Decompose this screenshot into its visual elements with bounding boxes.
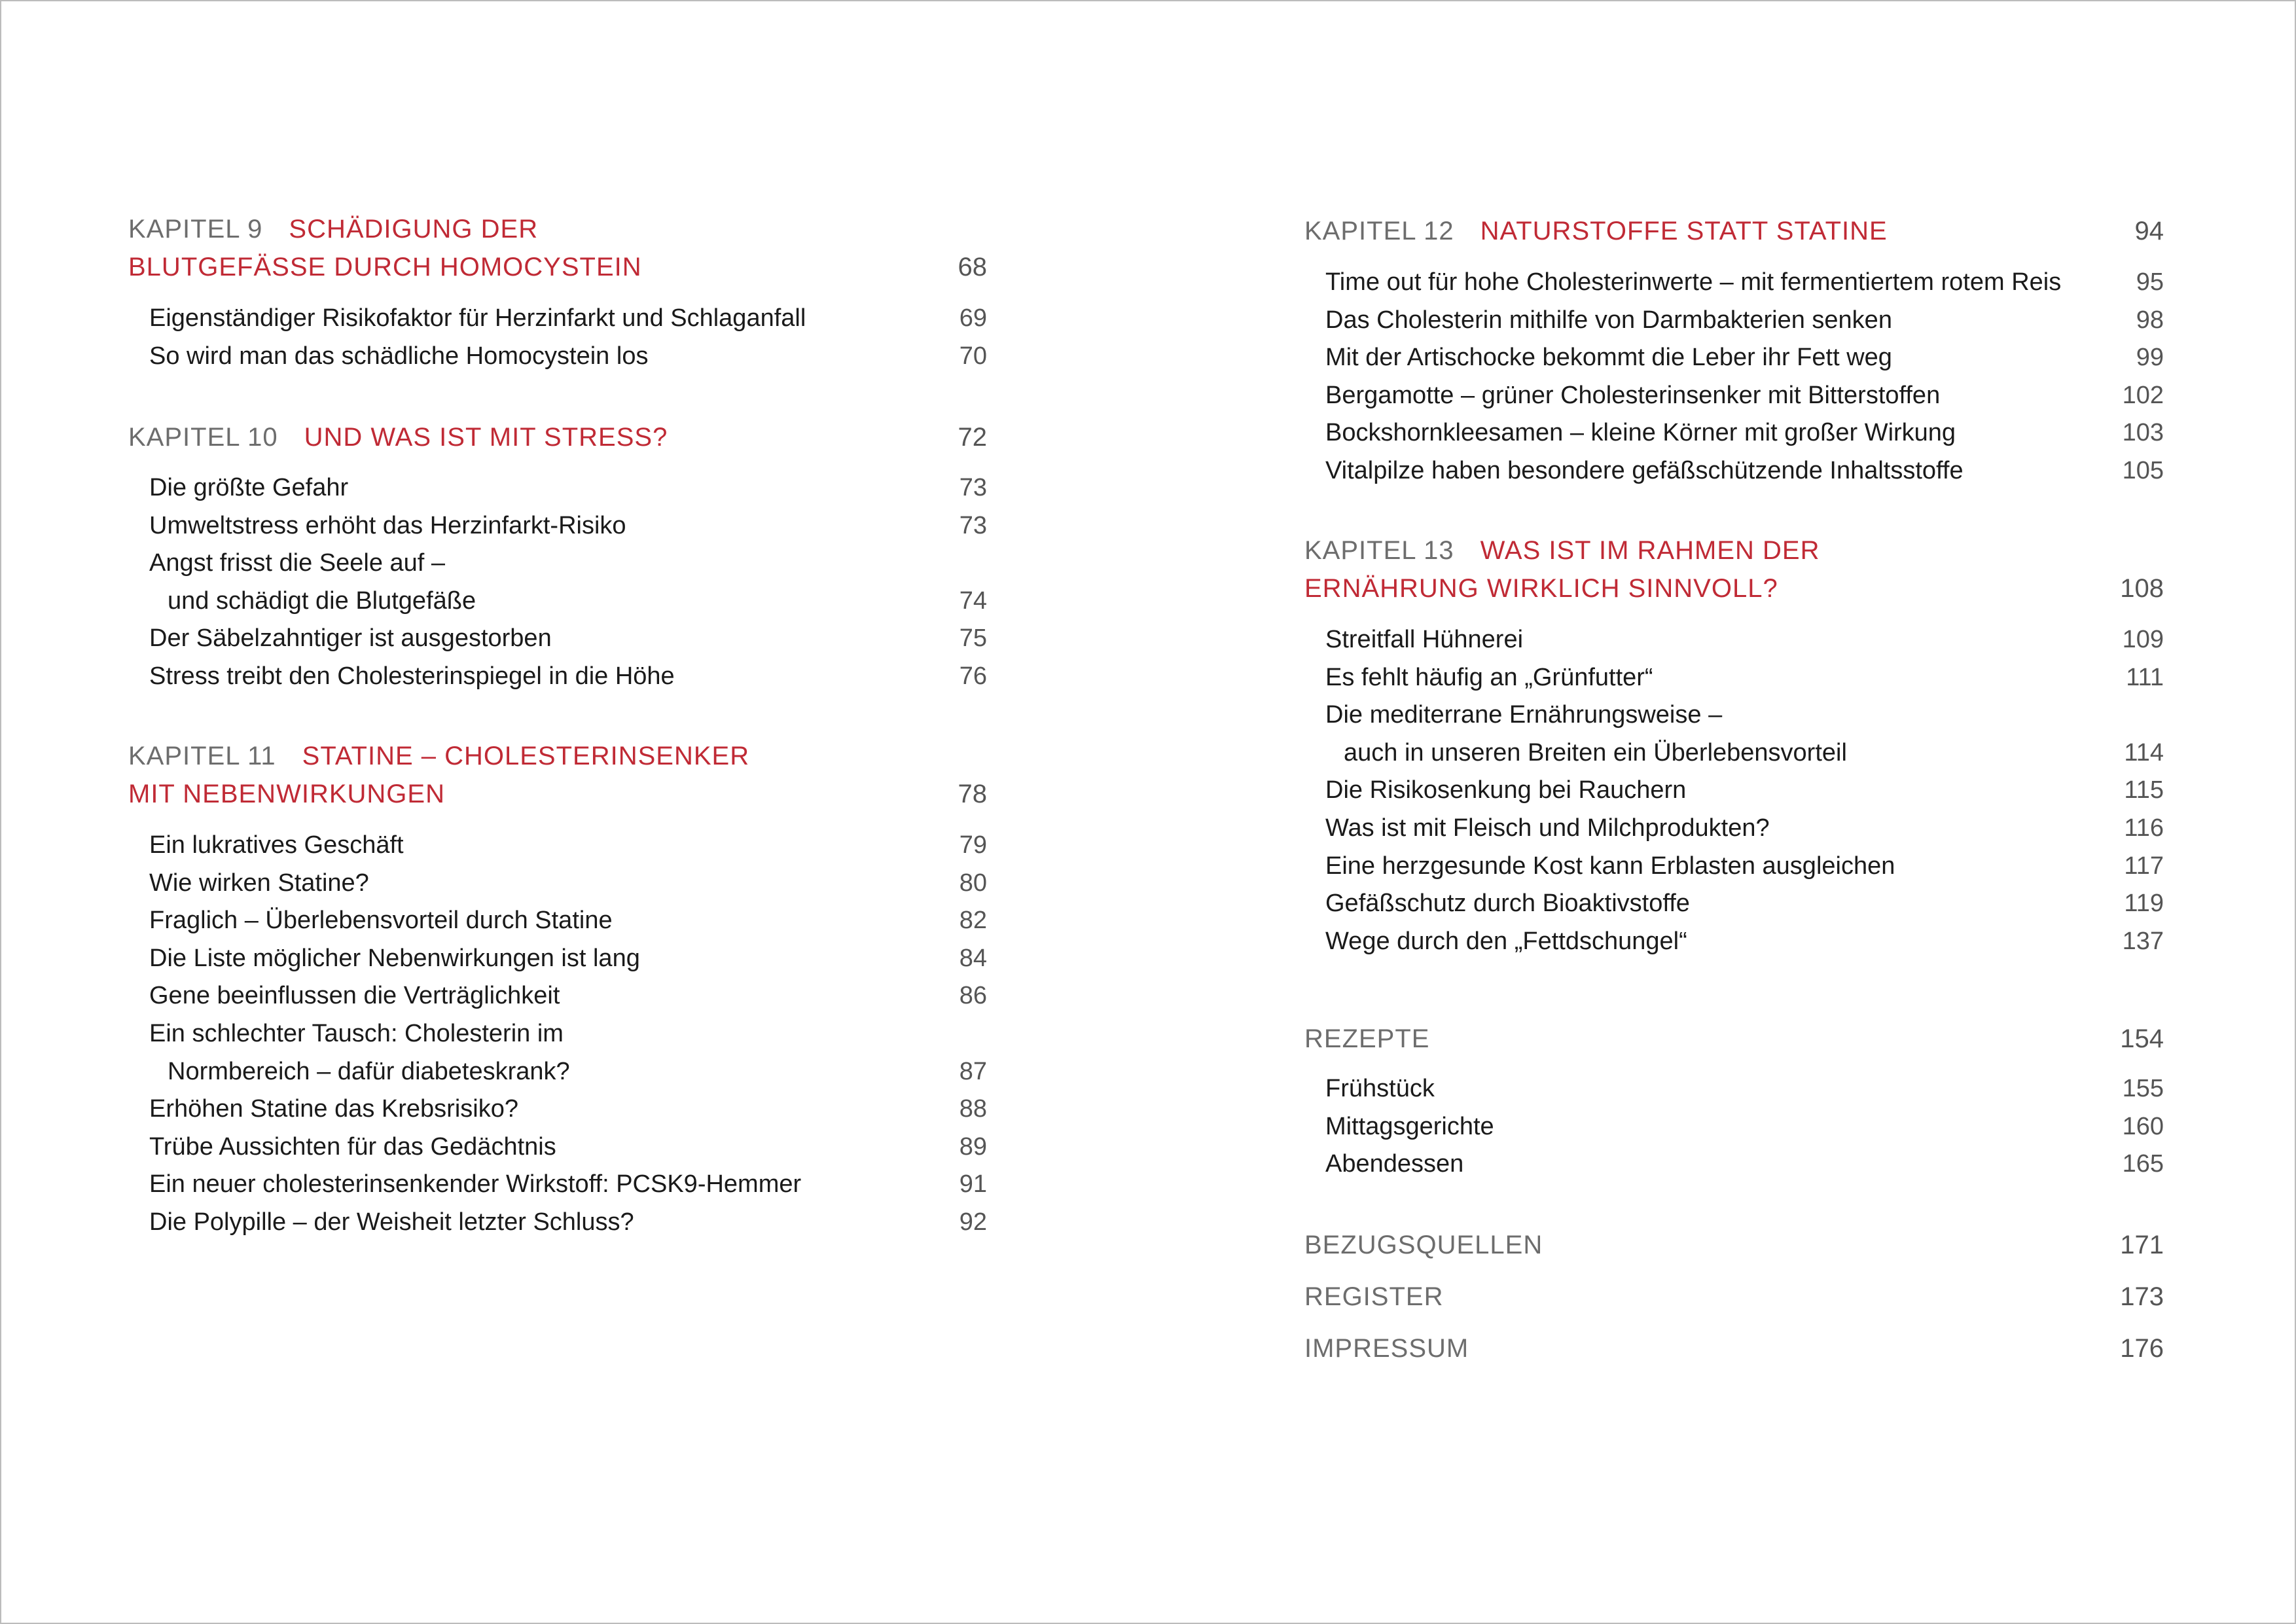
entry-title: Die Liste möglicher Nebenwirkungen ist lang xyxy=(149,944,640,972)
page-number: 74 xyxy=(959,586,987,615)
entry-title: Vitalpilze haben besondere gefäßschützende Inhaltsstoffe xyxy=(1325,456,1964,484)
toc-entry[interactable] xyxy=(1325,810,2164,848)
toc-entry[interactable] xyxy=(149,507,987,545)
toc-entry[interactable] xyxy=(149,865,987,903)
page-number: 82 xyxy=(959,907,987,935)
toc-entry[interactable] xyxy=(149,300,987,338)
chapter-title: UND WAS IST MIT STRESS? xyxy=(304,423,668,452)
page-number: 102 xyxy=(2122,381,2164,409)
page-number: 111 xyxy=(2126,663,2164,691)
toc-entry[interactable] xyxy=(1325,848,2164,886)
toc-entry[interactable] xyxy=(1325,302,2164,340)
page-number: 84 xyxy=(959,944,987,972)
page-number: 94 xyxy=(2134,217,2164,245)
chapter-label: KAPITEL 11 xyxy=(128,742,276,770)
toc-entry[interactable] xyxy=(149,469,987,507)
entry-title: Angst frisst die Seele auf – xyxy=(149,549,446,577)
page-number: 108 xyxy=(2120,574,2164,603)
page-number: 114 xyxy=(2124,738,2164,767)
chapter-title: SCHÄDIGUNG DER xyxy=(289,215,539,244)
toc-entry[interactable] xyxy=(149,338,987,376)
page-number: 76 xyxy=(959,662,987,690)
entry-title: Die mediterrane Ernährungsweise – xyxy=(1325,701,1723,729)
page-number: 160 xyxy=(2122,1112,2164,1140)
entry-title: Wege durch den „Fettdschungel“ xyxy=(1325,927,1687,955)
toc-entry[interactable] xyxy=(1325,923,2164,961)
toc-entry[interactable] xyxy=(149,1204,987,1242)
chapter-12-entries xyxy=(1325,264,2164,490)
page-number: 79 xyxy=(959,831,987,859)
toc-entry[interactable] xyxy=(1325,377,2164,415)
page-number: 171 xyxy=(2120,1231,2164,1259)
page-number: 69 xyxy=(959,304,987,332)
entry-title: Eigenständiger Risikofaktor für Herzinfarkt und Schlaganfall xyxy=(149,304,806,332)
toc-entry[interactable] xyxy=(149,658,987,696)
entry-title: Ein lukratives Geschäft xyxy=(149,831,404,859)
entry-title: Erhöhen Statine das Krebsrisiko? xyxy=(149,1095,518,1123)
entry-title: Die Risikosenkung bei Rauchern xyxy=(1325,776,1687,804)
entry-title: So wird man das schädliche Homocystein los xyxy=(149,342,649,370)
entry-title: Streitfall Hühnerei xyxy=(1325,626,1524,653)
toc-entry[interactable] xyxy=(1325,621,2164,659)
entry-title: Ein schlechter Tausch: Cholesterin im xyxy=(149,1019,564,1047)
page-number: 137 xyxy=(2122,927,2164,955)
entry-title: Der Säbelzahntiger ist ausgestorben xyxy=(149,624,552,653)
toc-entry[interactable] xyxy=(1325,264,2164,302)
section-label: REZEPTE xyxy=(1304,1024,1430,1053)
chapter-title: NATURSTOFFE STATT STATINE xyxy=(1480,217,1888,245)
page-number: 155 xyxy=(2122,1075,2164,1102)
toc-entry[interactable] xyxy=(149,902,987,940)
page-number: 91 xyxy=(959,1170,987,1199)
page-number: 103 xyxy=(2122,419,2164,447)
chapter-title-line2: ERNÄHRUNG WIRKLICH SINNVOLL? xyxy=(1304,574,1778,603)
section-label: IMPRESSUM xyxy=(1304,1334,1469,1363)
entry-title: Abendessen xyxy=(1325,1150,1464,1178)
toc-entry[interactable] xyxy=(149,1166,987,1204)
toc-entry[interactable] xyxy=(1325,696,2164,734)
page-number: 72 xyxy=(958,423,987,452)
entry-title: Fraglich – Überlebensvorteil durch Statine xyxy=(149,907,613,935)
page-number: 95 xyxy=(2136,268,2164,296)
page-number: 98 xyxy=(2136,306,2164,334)
toc-entry[interactable] xyxy=(149,620,987,658)
section-label: REGISTER xyxy=(1304,1282,1444,1311)
page-number: 73 xyxy=(959,511,987,539)
page-number: 105 xyxy=(2122,456,2164,484)
page-number: 78 xyxy=(958,780,987,808)
chapter-9-entries xyxy=(149,300,987,375)
entry-title: Gefäßschutz durch Bioaktivstoffe xyxy=(1325,890,1690,918)
toc-entry-continued[interactable] xyxy=(1325,734,2164,772)
entry-title: Ein neuer cholesterinsenkender Wirkstoff: PCSK9-Hemmer xyxy=(149,1170,802,1199)
toc-entry-continued[interactable] xyxy=(149,1053,987,1091)
toc-entry[interactable] xyxy=(149,977,987,1015)
page-number: 117 xyxy=(2124,852,2164,880)
toc-entry[interactable] xyxy=(1325,339,2164,377)
toc-entry[interactable] xyxy=(149,1015,987,1053)
toc-entry[interactable] xyxy=(149,827,987,865)
page-number: 68 xyxy=(958,253,987,281)
chapter-label: KAPITEL 12 xyxy=(1304,217,1454,245)
section-register[interactable] xyxy=(1304,1278,2164,1316)
page-number: 119 xyxy=(2124,890,2164,918)
toc-entry[interactable] xyxy=(149,940,987,978)
page-number: 165 xyxy=(2122,1150,2164,1178)
entry-title: Bergamotte – grüner Cholesterinsenker mit Bitterstoffen xyxy=(1325,381,1941,409)
toc-entry-continued[interactable] xyxy=(149,583,987,621)
toc-entry[interactable] xyxy=(1325,1146,2164,1183)
entry-title: Mit der Artischocke bekommt die Leber ihr Fett weg xyxy=(1325,344,1892,372)
page-number: 116 xyxy=(2124,814,2164,842)
page-number: 75 xyxy=(959,624,987,653)
chapter-label: KAPITEL 10 xyxy=(128,423,278,452)
page-number: 173 xyxy=(2120,1282,2164,1311)
page-number: 87 xyxy=(959,1057,987,1085)
toc-entry[interactable] xyxy=(1325,772,2164,810)
chapter-label: KAPITEL 13 xyxy=(1304,536,1454,565)
entry-title: Wie wirken Statine? xyxy=(149,869,369,897)
entry-title: Eine herzgesunde Kost kann Erblasten ausgleichen xyxy=(1325,852,1895,880)
page-number: 99 xyxy=(2136,344,2164,372)
entry-title: Das Cholesterin mithilfe von Darmbakterien senken xyxy=(1325,306,1892,334)
entry-title: Was ist mit Fleisch und Milchprodukten? xyxy=(1325,814,1770,842)
chapter-title-line2: BLUTGEFÄSSE DURCH HOMOCYSTEIN xyxy=(128,253,642,281)
section-label: BEZUGSQUELLEN xyxy=(1304,1231,1543,1259)
chapter-13-entries xyxy=(1325,621,2164,960)
page-number: 92 xyxy=(959,1208,987,1236)
entry-title: Gene beeinflussen die Verträglichkeit xyxy=(149,982,560,1010)
entry-title: Time out für hohe Cholesterinwerte – mit fermentiertem rotem Reis xyxy=(1325,268,2062,296)
entry-title: Trübe Aussichten für das Gedächtnis xyxy=(149,1132,556,1161)
page-number: 89 xyxy=(959,1132,987,1161)
chapter-label: KAPITEL 9 xyxy=(128,215,263,244)
toc-entry[interactable] xyxy=(149,1128,987,1166)
page-number: 176 xyxy=(2120,1334,2164,1363)
entry-title: Umweltstress erhöht das Herzinfarkt-Risiko xyxy=(149,511,626,539)
entry-title: Bockshornkleesamen – kleine Körner mit großer Wirkung xyxy=(1325,419,1956,447)
page-number: 80 xyxy=(959,869,987,897)
entry-title: Stress treibt den Cholesterinspiegel in die Höhe xyxy=(149,662,675,690)
rezepte-heading[interactable] xyxy=(1304,1020,2164,1058)
toc-entry[interactable] xyxy=(1325,1108,2164,1146)
toc-entry[interactable] xyxy=(1325,452,2164,490)
page-number: 154 xyxy=(2120,1024,2164,1053)
page-number: 86 xyxy=(959,982,987,1010)
entry-title: Frühstück xyxy=(1325,1075,1435,1102)
toc-entry[interactable] xyxy=(149,545,987,583)
chapter-10-entries xyxy=(149,469,987,696)
entry-title: Es fehlt häufig an „Grünfutter“ xyxy=(1325,663,1653,691)
entry-title: und schädigt die Blutgefäße xyxy=(168,586,476,615)
page-number: 73 xyxy=(959,474,987,501)
entry-title: Normbereich – dafür diabeteskrank? xyxy=(168,1057,570,1085)
section-bezugsquellen[interactable] xyxy=(1304,1226,2164,1264)
chapter-title: WAS IST IM RAHMEN DER xyxy=(1480,536,1820,565)
page-number: 109 xyxy=(2122,626,2164,653)
toc-entry[interactable] xyxy=(149,1091,987,1128)
toc-entry[interactable] xyxy=(1325,659,2164,697)
page-number: 88 xyxy=(959,1095,987,1123)
page-number: 70 xyxy=(959,342,987,370)
chapter-title: STATINE – CHOLESTERINSENKER xyxy=(302,742,750,770)
toc-entry[interactable] xyxy=(1325,414,2164,452)
toc-entry[interactable] xyxy=(1325,885,2164,923)
entry-title: Die größte Gefahr xyxy=(149,474,349,501)
entry-title: Die Polypille – der Weisheit letzter Schluss? xyxy=(149,1208,634,1236)
section-impressum[interactable] xyxy=(1304,1329,2164,1367)
entry-title: auch in unseren Breiten ein Überlebensvorteil xyxy=(1344,738,1847,767)
page-number: 115 xyxy=(2124,776,2164,804)
rezepte-entries xyxy=(1325,1070,2164,1183)
chapter-11-entries xyxy=(149,827,987,1242)
entry-title: Mittagsgerichte xyxy=(1325,1112,1494,1140)
toc-entry[interactable] xyxy=(1325,1070,2164,1108)
chapter-title-line2: MIT NEBENWIRKUNGEN xyxy=(128,780,445,808)
